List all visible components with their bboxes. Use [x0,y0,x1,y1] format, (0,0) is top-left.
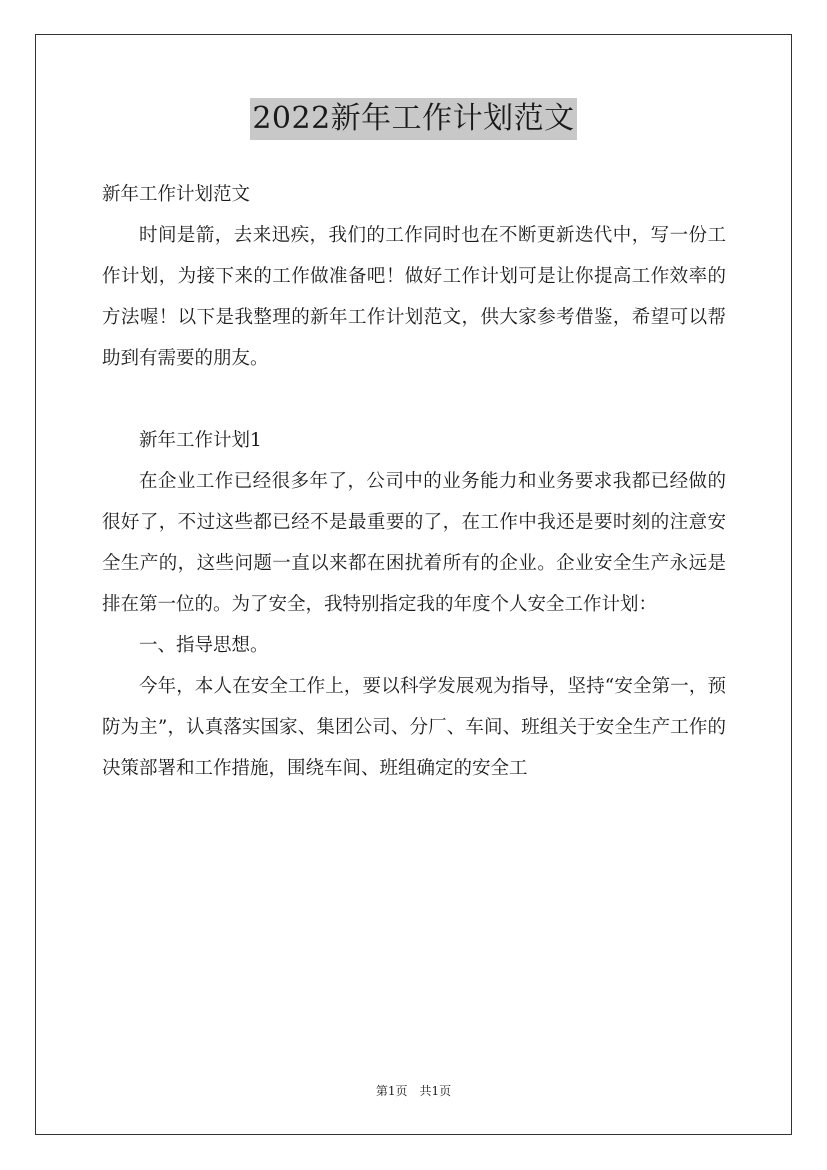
title-container [0,98,827,140]
document-title: 2022新年工作计划范文 [250,98,576,140]
intro-paragraph: 时间是箭，去来迅疾，我们的工作同时也在不断更新迭代中，写一份工作计划，为接下来的工作做准备吧！做好工作计划可是让你提高工作效率的方法喔！以下是我整理的新年工作计划范文，供大家参考借鉴，希望可以帮助到有需要的朋友。 [102,225,726,369]
body-paragraph-safety: 在企业工作已经很多年了，公司中的业务能力和业务要求我都已经做的很好了，不过这些都已经不是最重要的了，在工作中我还是要时刻的注意安全生产的，这些问题一直以来都在困扰着所有的企业。企业安全生产永远是排在第一位的。为了安全，我特别指定我的年度个人安全工作计划： [102,471,726,615]
body-paragraph-this-year: 今年，本人在安全工作上，要以科学发展观为指导，坚持“安全第一，预防为主”，认真落实国家、集团公司、分厂、车间、班组关于安全生产工作的决策部署和工作措施，围绕车间、班组确定的安全工 [102,676,726,779]
document-subtitle: 新年工作计划范文 [102,184,251,205]
section-heading-plan-1: 新年工作计划1 [139,430,262,451]
document-body [102,174,726,789]
section-heading-guiding-idea: 一、指导思想。 [139,635,269,656]
page-number-footer: 第1页 共1页 [375,1084,452,1098]
blank-line [102,379,726,420]
